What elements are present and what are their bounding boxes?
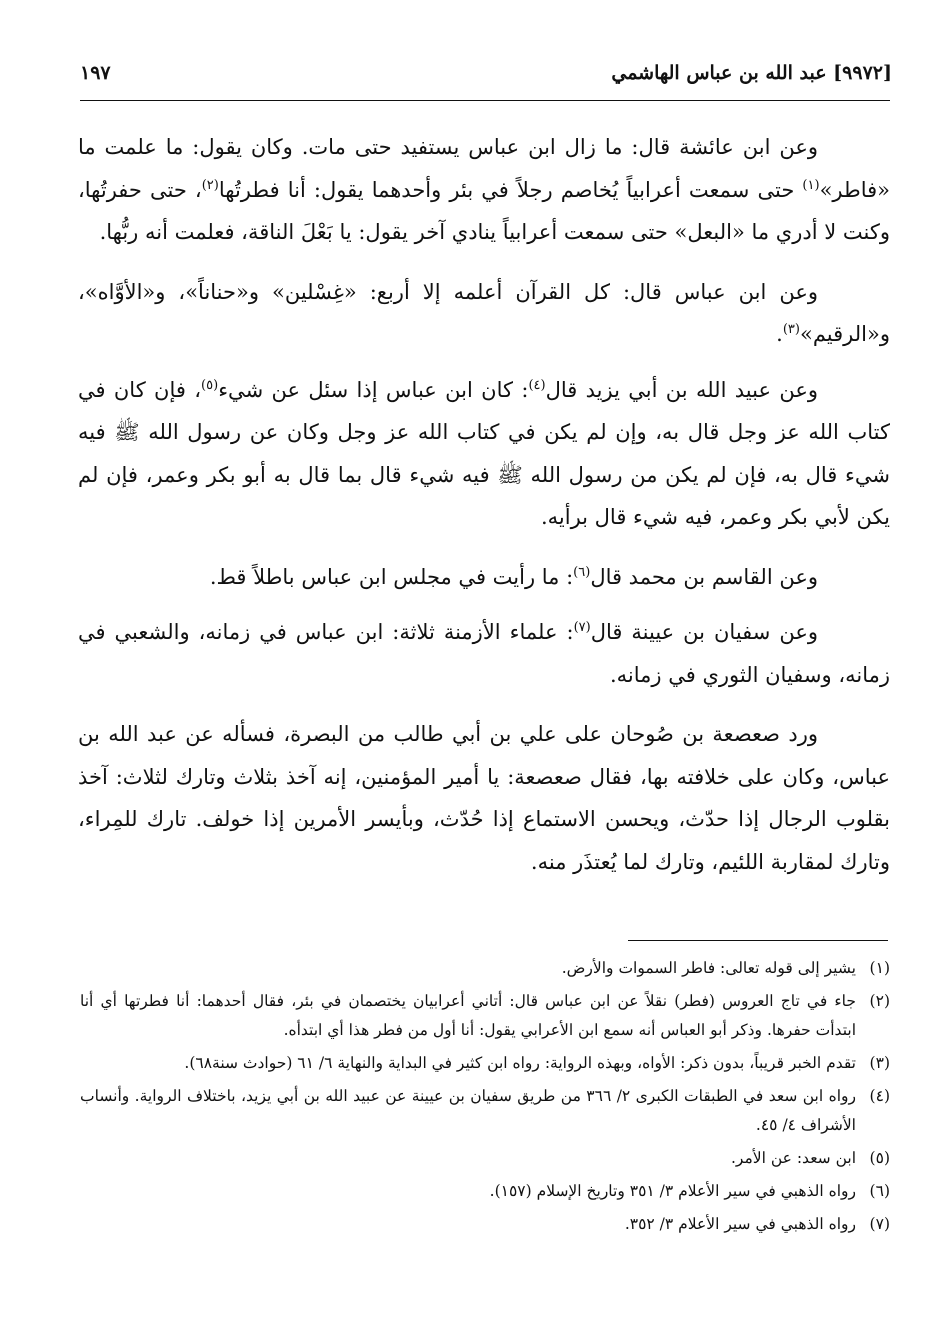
footnote-ref: (٥) bbox=[201, 377, 219, 393]
footnotes bbox=[80, 954, 890, 1243]
paragraph-text: وعن القاسم بن محمد قال bbox=[590, 564, 818, 589]
footnote-text: تقدم الخبر قريباً، بدون ذكر: الأواه، وبهذه الرواية: رواه ابن كثير في البداية والنهاية ٦/ ٦١ (حوادث سنة٦٨). bbox=[184, 1054, 856, 1072]
paragraph-text: : كان ابن عباس إذا سئل عن شيء bbox=[218, 377, 529, 402]
footnote-number: (٥) bbox=[869, 1149, 890, 1167]
footnote-text: ابن سعد: عن الأمر. bbox=[731, 1149, 856, 1167]
footnote-text: جاء في تاج العروس (فطر) نقلاً عن ابن عباس قال: أتاني أعرابيان يختصمان في بئر، فقال أحدهما: أنا فطرتها أي أنا ابتدأت حفرها. وذكر أبو العباس أنه سمع ابن الأعرابي يقول: أنا أول من فطر هذا أي ابتدأه. bbox=[80, 992, 856, 1039]
paragraph-text: وعن ابن عباس قال: كل القرآن أعلمه إلا أربع: «غِسْلين» و«حناناً»، و«الأوَّاه»، و«الرقيم» bbox=[78, 279, 890, 346]
paragraph-text: : علماء الأزمنة ثلاثة: ابن عباس في زمانه، والشعبي في زمانه، وسفيان الثوري في زمانه. bbox=[78, 620, 890, 687]
footnote-text: رواه ابن سعد في الطبقات الكبرى ٢/ ٣٦٦ من طريق سفيان بن عيينة عن عبيد الله بن أبي يزيد، باختلاف الرواية. وأنساب الأشراف ٤/ ٤٥. bbox=[80, 1087, 856, 1134]
paragraph-text: ورد صعصعة بن صُوحان على علي بن أبي طالب من البصرة، فسأله عن عبد الله بن عباس، وكان على خلافته بها، فقال صعصعة: يا أمير المؤمنين، إنه آخذ بثلاث وتارك لثلاث: آخذ بقلوب الرجال إذا حدّث، ويحسن الاستماع إذا حُدّث، وبأيسر الأمرين إذا خولف. تارك للمِراء، وتارك لمقاربة اللئيم، وتارك لما يُعتذَر منه. bbox=[78, 722, 890, 874]
paragraph-text: حتى سمعت أعرابياً يُخاصم رجلاً في بئر وأحدهما يقول: أنا فطرتُها bbox=[218, 177, 803, 202]
page-header bbox=[80, 56, 892, 96]
footnote-item bbox=[80, 1049, 890, 1078]
footnote-number: (٤) bbox=[869, 1087, 890, 1105]
paragraph-text: ، فإن كان في كتاب الله عز وجل قال به، وإن لم يكن في كتاب الله عز وجل وكان عن رسول الله ﷺ فيه شيء قال به، فإن لم يكن من رسول الله ﷺ فيه شيء قال بما قال به أبو بكر وعمر، فإن لم يكن لأبي بكر وعمر، فيه شيء قال برأيه. bbox=[78, 377, 890, 529]
footnote-item bbox=[80, 1082, 890, 1140]
paragraph-sasaa bbox=[78, 713, 890, 883]
running-title: [٩٩٧٢] عبد الله بن عباس الهاشمي bbox=[611, 62, 892, 84]
footnote-item bbox=[80, 1210, 890, 1239]
header-rule bbox=[80, 100, 890, 101]
paragraph-quran-words bbox=[78, 271, 890, 356]
paragraph-text: وعن سفيان بن عيينة قال bbox=[590, 620, 819, 644]
footnote-ref: (٢) bbox=[201, 177, 219, 193]
footnote-ref: (٦) bbox=[573, 564, 591, 580]
footnote-ref: (٧) bbox=[573, 620, 591, 635]
paragraph-text: وعن عبيد الله بن أبي يزيد قال bbox=[545, 377, 818, 402]
footnote-number: (١) bbox=[869, 959, 890, 977]
paragraph-text: ، حتى حفرتُها، وكنت لا أدري ما «البعل» حتى سمعت أعرابياً ينادي آخر يقول: يا بَعْلَ الناقة، فعلمت أنه ربُّها. bbox=[78, 177, 890, 244]
paragraph-text: : ما رأيت في مجلس ابن عباس باطلاً قط. bbox=[209, 564, 574, 589]
paragraph-text: . bbox=[776, 322, 783, 346]
footnote-ref: (١) bbox=[802, 177, 820, 193]
footnote-text: رواه الذهبي في سير الأعلام ٣/ ٣٥١ وتاريخ الإسلام (١٥٧). bbox=[489, 1182, 856, 1200]
footnote-text: رواه الذهبي في سير الأعلام ٣/ ٣٥٢. bbox=[624, 1215, 856, 1233]
page-number: ١٩٧ bbox=[80, 62, 111, 84]
main-text bbox=[78, 126, 890, 900]
footnote-ref: (٤) bbox=[528, 377, 546, 393]
footnote-number: (٢) bbox=[869, 992, 890, 1010]
footnote-text: يشير إلى قوله تعالى: فاطر السموات والأرض. bbox=[561, 959, 856, 977]
footnote-separator bbox=[628, 940, 888, 941]
footnote-item bbox=[80, 987, 890, 1045]
footnote-number: (٣) bbox=[869, 1054, 890, 1072]
footnote-item bbox=[80, 954, 890, 983]
footnote-number: (٦) bbox=[869, 1182, 890, 1200]
footnote-item bbox=[80, 1177, 890, 1206]
paragraph-text: وعن ابن عائشة قال: ما زال ابن عباس يستفيد حتى مات. وكان يقول: ما علمت ما «فاطر» bbox=[78, 135, 890, 202]
footnote-ref: (٣) bbox=[782, 322, 800, 337]
footnote-item bbox=[80, 1144, 890, 1173]
footnote-number: (٧) bbox=[869, 1215, 890, 1233]
paragraph-ibn-aisha bbox=[78, 126, 890, 254]
paragraph-ubaydullah bbox=[78, 369, 890, 539]
paragraph-qasim bbox=[78, 556, 890, 599]
paragraph-sufyan bbox=[78, 611, 890, 696]
